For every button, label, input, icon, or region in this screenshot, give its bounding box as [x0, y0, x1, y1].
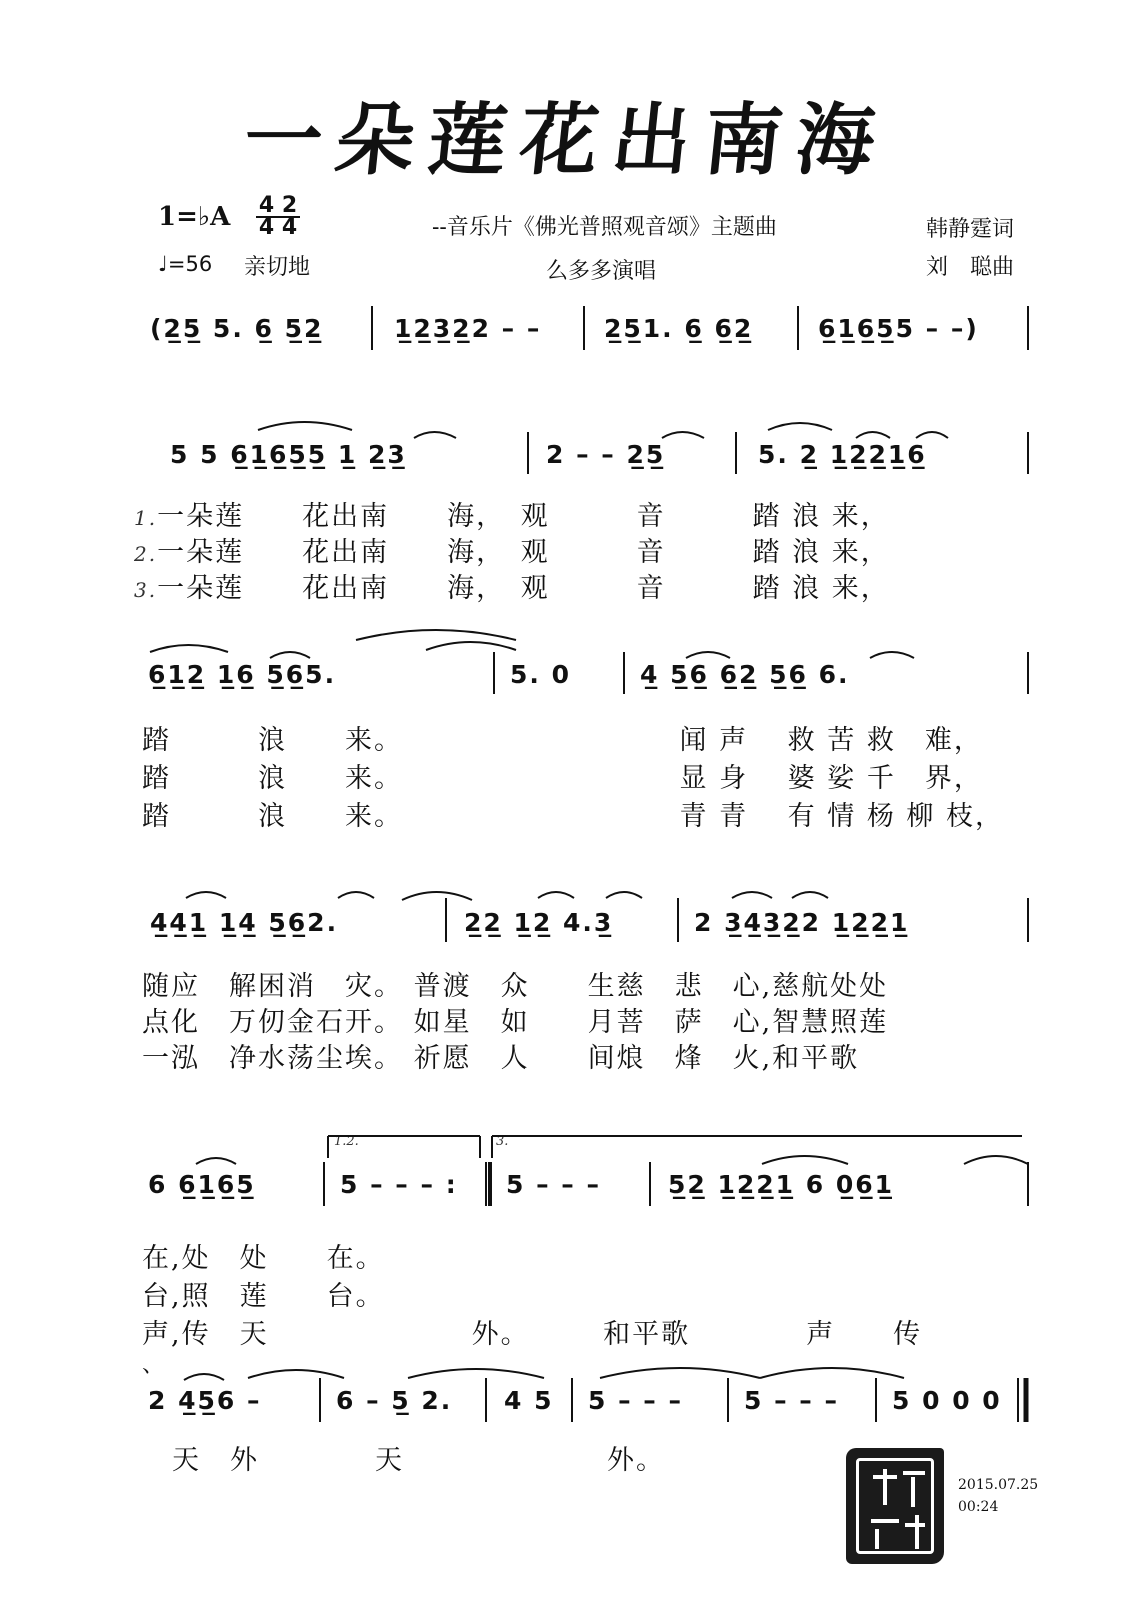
intro-measure-1: (2̲5̲ 5. 6̲ 5̲2̲ — [150, 314, 324, 343]
verse-number: 2. — [134, 542, 158, 566]
meter-bottom: 4 4 — [258, 215, 298, 240]
s6-measure-3: 4 5 — [504, 1386, 554, 1415]
lyric-line: 声,传 天 外。 和平歌 声 传 — [142, 1319, 923, 1350]
singer: 么多多演唱 — [546, 259, 657, 284]
lyric-verse-2 — [134, 530, 890, 569]
lyric-line: 天 外 天 外。 — [172, 1445, 665, 1476]
s3-measure-2: 5. 0 — [510, 660, 571, 689]
verse-number: 1. — [134, 506, 158, 530]
intro-measure-2: 1̲2̲3̲2̲2 – – — [394, 314, 542, 343]
meter-top: 4 2 — [256, 196, 300, 218]
lyric-line: 点化 万仞金石开。 如星 如 月菩 萨 心,智慧照莲 — [142, 1007, 889, 1038]
seal-glyph-stroke — [911, 1477, 915, 1507]
s2-measure-1: 5 5 6̲1̲6̲5̲5̲ 1̲ 2̲3̲ — [170, 440, 407, 469]
s6-measure-6: 5 0 0 0 — [892, 1386, 1002, 1415]
s4-measure-2: 2̲2̲ 1̲2̲ 4.3̲ — [464, 908, 614, 937]
s3-measure-3: 4̲ 5̲6̲ 6̲2̲ 5̲6̲ 6. — [640, 660, 850, 689]
seal-glyph-stroke — [915, 1515, 919, 1549]
signature-date — [958, 1474, 1038, 1518]
lyric-line: 踏 浪 来。 显 身 婆 娑 千 界， — [142, 763, 983, 794]
pickup-mark: 、 — [142, 1353, 167, 1378]
date-text: 2015.07.25 — [958, 1477, 1039, 1493]
s2-measure-3: 5. 2̲ 1̲2̲2̲1̲6̲ — [758, 440, 927, 469]
s6-measure-2: 6 – 5̲ 2. — [336, 1386, 453, 1415]
lyric-line: 踏 浪 来。 青 青 有 情 杨 柳 枝， — [142, 801, 1004, 832]
lyric-verse-1 — [134, 494, 890, 533]
s6-measure-5: 5 – – – — [744, 1386, 840, 1415]
composer: 刘 聪曲 — [926, 255, 1015, 280]
lyric-verse-3 — [134, 566, 890, 605]
s3-measure-1: 6̲1̲2̲ 1̲6̲ 5̲6̲5. — [148, 660, 337, 689]
tempo-mark: ♩=56 — [158, 252, 213, 276]
s5-measure-1: 6 6̲1̲6̲5̲ — [148, 1170, 256, 1199]
s4-measure-3: 2 3̲4̲3̲2̲2 1̲2̲2̲1̲ — [694, 908, 910, 937]
lyricist: 韩静霆词 — [926, 217, 1015, 242]
lyric-line: 随应 解困消 灾。 普渡 众 生慈 悲 心,慈航处处 — [142, 971, 889, 1002]
song-title: 一朵莲花出南海 — [239, 95, 894, 186]
seal-glyph-stroke — [875, 1529, 879, 1549]
seal-border — [856, 1458, 934, 1554]
s5-measure-3: 5 – – – — [506, 1170, 602, 1199]
intro-measure-3: 2̲5̲1. 6̲ 6̲2̲ — [604, 314, 754, 343]
artist-seal — [846, 1448, 944, 1564]
seal-glyph-stroke — [903, 1471, 925, 1475]
intro-measure-4: 6̲1̲6̲5̲5 – –) — [818, 314, 979, 343]
key-signature: 1=♭A — [158, 202, 231, 232]
lyric-line: 踏 浪 来。 闻 声 救 苦 救 难， — [142, 725, 983, 756]
lyric-line: 台,照 莲 台。 — [142, 1281, 385, 1312]
s2-measure-2: 2 – – 2̲5̲ — [546, 440, 666, 469]
s4-measure-1: 4̲4̲1̲ 1̲4̲ 5̲6̲2. — [150, 908, 339, 937]
time-text: 00:24 — [958, 1499, 999, 1515]
lyric-text: 一朵莲 花出南 海， 观 音 踏 浪 来， — [157, 537, 890, 568]
lyric-line: 一泓 净水荡尘埃。 祈愿 人 间烺 烽 火,和平歌 — [142, 1043, 860, 1074]
s6-measure-1: 2 4̲5̲6 – — [148, 1386, 262, 1415]
verse-number: 3. — [134, 578, 158, 602]
expression-mark: 亲切地 — [244, 255, 311, 280]
ending-1-2-label: 1.2. — [334, 1134, 359, 1149]
s5-measure-4: 5̲2̲ 1̲2̲2̲1̲ 6 0̲6̲1̲ — [668, 1170, 895, 1199]
s5-measure-2: 5 – – – : — [340, 1170, 458, 1199]
ending-3-label: 3. — [496, 1134, 509, 1149]
time-signature — [256, 193, 300, 240]
subtitle: --音乐片《佛光普照观音颂》主题曲 — [432, 215, 777, 240]
seal-glyph-stroke — [883, 1469, 887, 1505]
lyric-text: 一朵莲 花出南 海， 观 音 踏 浪 来， — [157, 573, 890, 604]
lyric-line: 在,处 处 在。 — [142, 1243, 385, 1274]
lyric-text: 一朵莲 花出南 海， 观 音 踏 浪 来， — [157, 501, 890, 532]
s6-measure-4: 5 – – – — [588, 1386, 684, 1415]
seal-glyph-stroke — [871, 1519, 899, 1523]
